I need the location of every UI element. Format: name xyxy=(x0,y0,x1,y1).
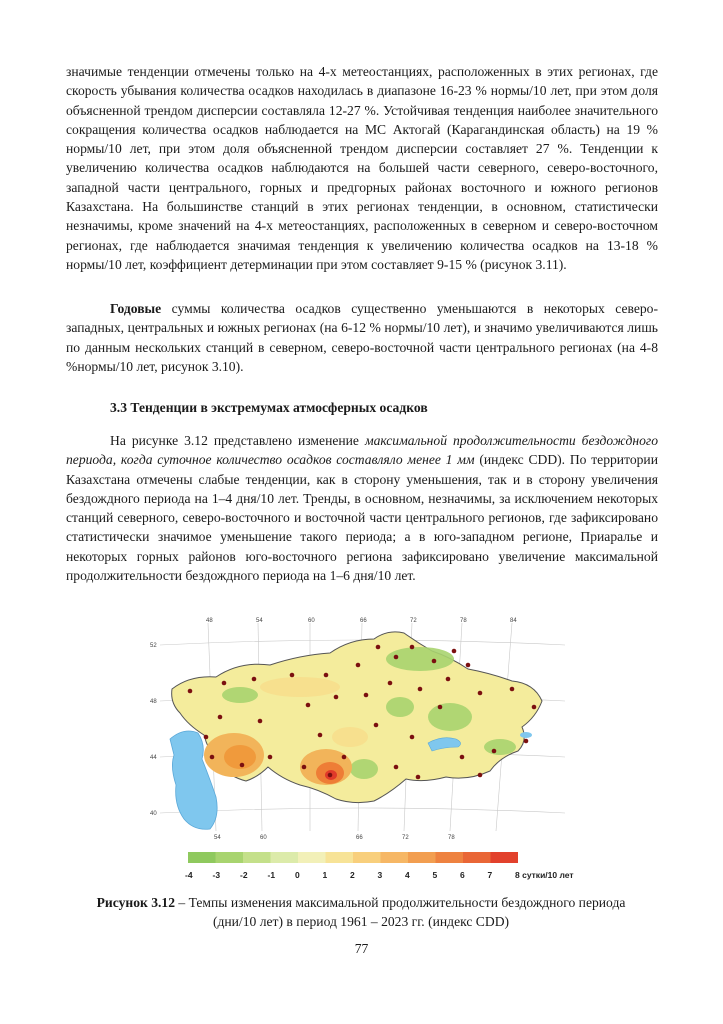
legend-swatch xyxy=(491,852,519,863)
lon-top-label: 60 xyxy=(308,618,315,624)
lon-top-label: 66 xyxy=(360,618,367,624)
bold-term-annual: Годовые xyxy=(110,301,162,316)
paragraph-precipitation-trends: значимые тенденции отмечены только на 4-х метеостанциях, расположенных в этих регионах, где скорость убывания количества осадков находилась в диапазоне 16-23 % нормы/10 лет, при этом доля объясненной трендом дисперсии составляла 12-27 %. Устойчивая тенденция наиболее значительного сокращения количества осадков наблюдается на МС Актогай (Карагандинская область) на 19 % нормы/10 лет, при этом доля объясненной трендом дисперсии составляет 27 %. Тенденции к увеличению количества осадков наблюдаются на большей части северного, северо-восточного, западной части центрального, горных и предгорных районах восточного и южного регионов Казахстана. На большинстве станций в этих регионах тенденции, в основном, статистически незначимы, кроме значений на 4-х метеостанциях, расположенных в северном и северо-восточном регионах, где наблюдается значимая тенденция к увеличению количества осадков на 13-18 % нормы/10 лет, коэффициент детерминации при этом составляет 9-15 % (рисунок 3.11). xyxy=(66,64,658,272)
lon-top-label: 84 xyxy=(510,618,517,624)
legend-swatch xyxy=(216,852,244,863)
page-number: 77 xyxy=(354,941,369,956)
figure-caption xyxy=(86,893,636,932)
paragraph-cdd xyxy=(66,431,658,585)
legend-swatch xyxy=(463,852,491,863)
caption-text: – Темпы изменения максимальной продолжительности бездождного периода (дни/10 лет) в период 1961 – 2023 гг. (индекс CDD) xyxy=(175,895,626,930)
lat-label: 44 xyxy=(150,755,157,761)
legend-swatch xyxy=(408,852,436,863)
legend-label: 3 xyxy=(377,870,383,880)
legend-swatch xyxy=(188,852,216,863)
legend-swatch xyxy=(353,852,381,863)
legend-label: 6 xyxy=(460,870,465,880)
lat-label: 48 xyxy=(150,699,157,705)
lon-bottom-label: 60 xyxy=(260,835,267,841)
legend-labels xyxy=(185,870,574,880)
paragraph-cdd-intro: На рисунке 3.12 представлено изменение xyxy=(110,433,365,448)
legend-label: 5 xyxy=(432,870,438,880)
legend-swatch xyxy=(436,852,464,863)
lon-top-label: 54 xyxy=(256,618,263,624)
legend-swatch xyxy=(326,852,354,863)
lon-bottom-label: 54 xyxy=(214,835,221,841)
lon-bottom-label: 78 xyxy=(448,835,455,841)
paragraph-annual-sums-text: суммы количества осадков существенно уменьшаются в некоторых северо-западных, центральных и южных регионах (на 6-12 % нормы/10 лет), и значимо увеличиваются лишь по данным нескольких станций в северном, северо-восточной части центрального регионах (на 4-8 %нормы/10 лет, рисунок 3.10). xyxy=(66,301,658,374)
legend-swatch xyxy=(243,852,271,863)
cdd-definition-italic: максимальной продолжительности бездождного периода, когда суточное количество осадков составляло менее 1 мм xyxy=(66,433,658,468)
paragraph-annual-sums xyxy=(66,299,658,376)
alakol-lake xyxy=(520,732,532,738)
legend-label: 0 xyxy=(295,870,300,880)
legend-label: -4 xyxy=(185,870,193,880)
legend-swatch xyxy=(298,852,326,863)
color-legend xyxy=(180,850,620,886)
lon-top-label: 48 xyxy=(206,618,213,624)
cdd-trend-map xyxy=(150,617,573,849)
lon-bottom-label: 72 xyxy=(402,835,409,841)
lon-bottom-label: 66 xyxy=(356,835,363,841)
legend-label: 1 xyxy=(322,870,328,880)
legend-swatches xyxy=(188,852,518,863)
legend-label: -2 xyxy=(240,870,248,880)
legend-label: 7 xyxy=(487,870,493,880)
legend-label: 2 xyxy=(350,870,355,880)
lon-top-label: 72 xyxy=(410,618,417,624)
lat-label: 52 xyxy=(150,643,157,649)
legend-swatch xyxy=(381,852,409,863)
legend-label: -1 xyxy=(267,870,276,880)
section-heading: 3.3 Тенденции в экстремумах атмосферных осадков xyxy=(110,400,428,415)
paragraph-cdd-text: (индекс CDD). По территории Казахстана отмечены слабые тенденции, как в сторону уменьшения, так и в сторону увеличения бездождного периода на 1–4 дня/10 лет. Тренды, в основном, незначимы, за исключением некоторых станций северного, северо-восточного и восточной части центрального регионов, где зафиксировано статистически значимое уменьшение такого периода; а в юго-западном регионе, Приаралье и некоторых горных районов юго-восточного региона зафиксировано увеличение максимальной продолжительности бездождного периода на 1–6 дня/10 лет. xyxy=(66,452,658,584)
lat-label: 40 xyxy=(150,811,157,817)
legend-label: 8 сутки/10 лет xyxy=(515,870,574,880)
legend-swatch xyxy=(271,852,299,863)
legend-label: 4 xyxy=(405,870,410,880)
caption-label: Рисунок 3.12 xyxy=(96,895,176,910)
lon-top-label: 78 xyxy=(460,618,467,624)
legend-label: -3 xyxy=(212,870,221,880)
